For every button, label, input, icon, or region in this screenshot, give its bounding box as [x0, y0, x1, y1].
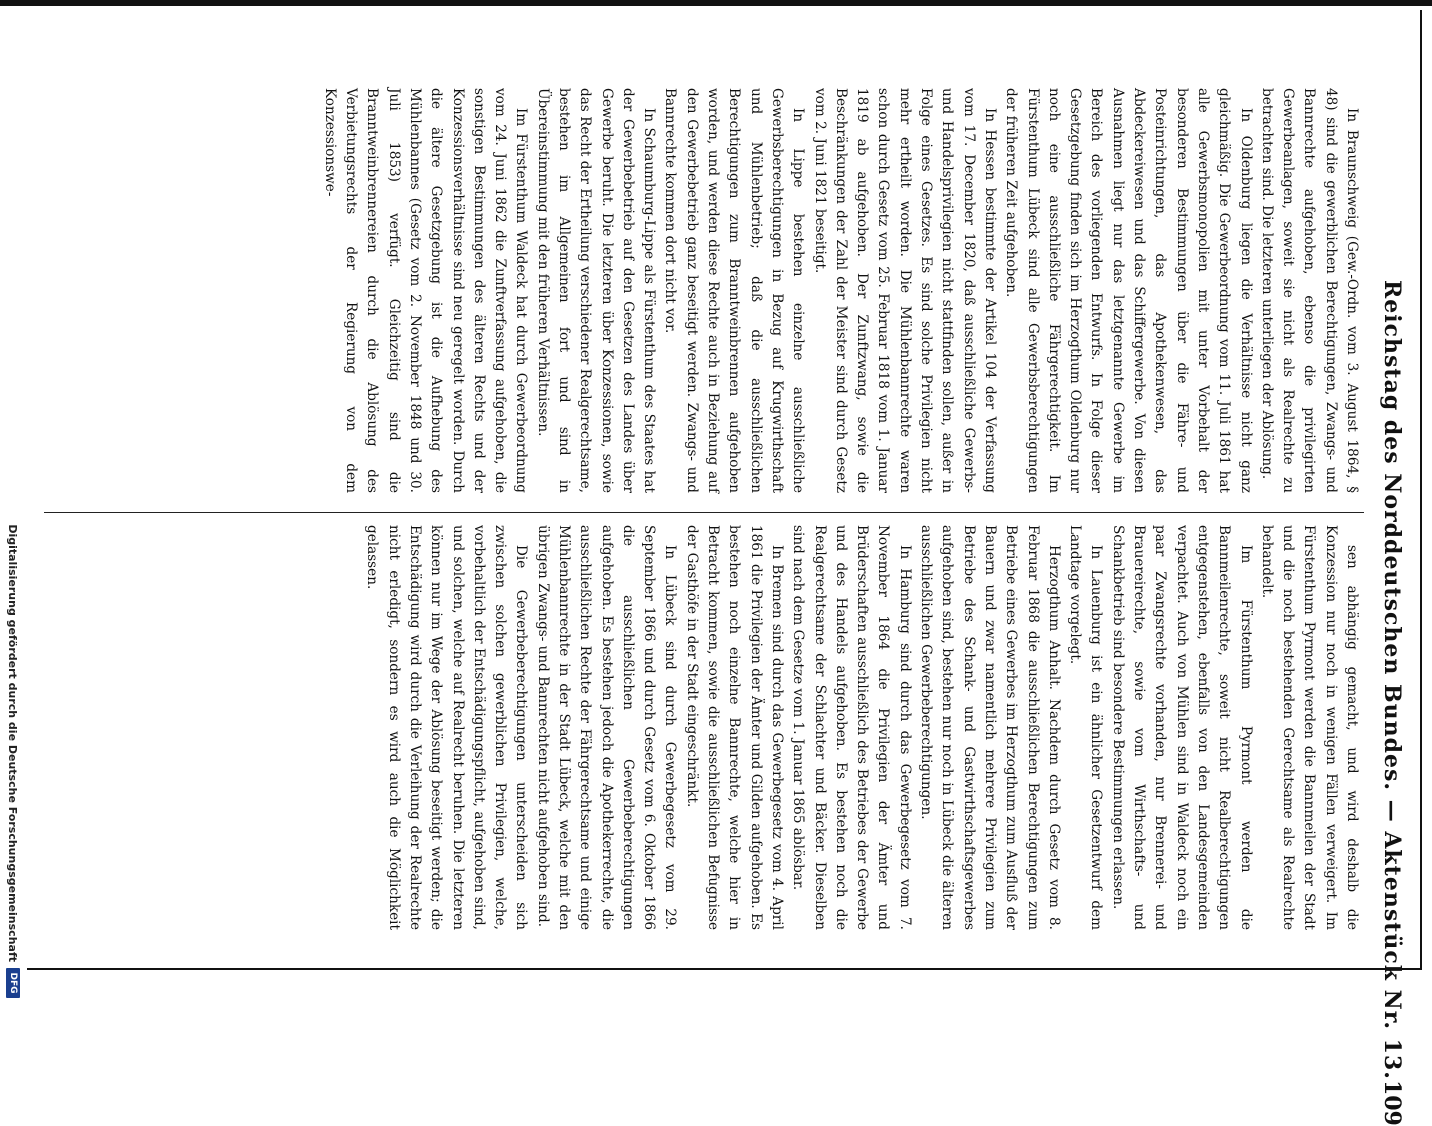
paragraph: In Hamburg sind durch das Gewerbegesetz vom 7. November 1864 die Privilegien der Ämter und Brüderschaften ausschließlich des Betriebes der Gewerbe und des Handels aufgehoben. Es bestehen noch die Realgerechtsame der Schlachter und Bäcker. Dieselben sind nach dem Gesetze vom 1. Januar 1865 ablösbar.	[790, 525, 913, 930]
paragraph: In Lippe bestehen einzelne ausschließliche Gewerbsberechtigungen in Bezug auf Krugwirthschaft und Mühlenbetrieb; daß die ausschließlichen Berechtigungen zum Branntweinbrennen aufgehoben worden, und werden diese Rechte auch in Beziehung auf den Gewerbebetrieb ganz beseitigt werden. Zwangs- und Bannrechte kommen dort nicht vor.	[662, 88, 807, 493]
paragraph: In Hessen bestimmte der Artikel 104 der Verfassung vom 17. December 1820, daß ausschließliche Gewerbs- und Handelsprivilegien nicht stattfinden sollen, außer in Folge eines Gesetzes. Es sind solche Privilegien nicht mehr ertheilt worden. Die Mühlenbannrechte waren schon durch Gesetz vom 25. Februar 1818 vom 1. Januar 1819 ab aufgehoben. Der Zunftzwang, sowie die Beschränkungen der Zahl der Meister sind durch Gesetz vom 2. Juni 1821 beseitigt.	[811, 88, 998, 493]
paragraph: Die Gewerbeberechtigungen unterscheiden sich zwischen solchen gewerblichen Privilegien, welche, vorbehaltlich der Entschädigungspflicht, aufgehoben sind, und solchen, welche auf Realrecht beruhen. Die letzteren können nur im Wege der Ablösung beseitigt werden; die Entschädigung wird durch die Verleihung der Realrechte nicht erledigt, sondern es wird auch die Möglichkeit gelassen.	[364, 525, 530, 930]
paragraph: In Braunschweig (Gew.-Ordn. vom 3. August 1864, § 48) sind die gewerblichen Berechtigungen, Zwangs- und Bannrechte aufgehoben, ebenso die privilegirten Gewerbeanlagen, soweit sie nicht als Realrechte zu betrachten sind. Die letzteren unterliegen der Ablösung.	[1258, 88, 1360, 493]
paragraph: In Oldenburg liegen die Verhältnisse nicht ganz gleichmäßig. Die Gewerbeordnung vom 11. Juli 1861 hat alle Gewerbsmonopolien mit unter Vorbehalt der besonderen Bestimmungen über die Fähre- und Posteinrichtungen, das Apothekenwesen, das Abdeckereiwesen und das Schiffergewerbe. Von diesen Ausnahmen liegt nur das letztgenannte Gewerbe im Bereich des vorliegenden Entwurfs. In Folge dieser Gesetzgebung finden sich im Herzogthum Oldenburg nur noch eine ausschließliche Fährgerechtigkeit. Im Fürstenthum Lübeck sind alle Gewerbsberechtigungen der früheren Zeit aufgehoben.	[1003, 88, 1254, 493]
paragraph: In Schaumburg-Lippe als Fürstenthum des Staates hat der Gewerbebetrieb auf den Gesetzen des Landes über Gewerbe beruht. Die letzteren über Konzessionen, sowie das Recht der Ertheilung verschiedener Realgerechtsame, bestehen im Allgemeinen fort und sind in Übereinstimmung mit den früheren Verhältnissen.	[534, 88, 658, 493]
paragraph: In Lübeck sind durch Gewerbegesetz vom 29. September 1866 und durch Gesetz vom 6. Oktober 1866 die ausschließlichen Gewerbeberechtigungen aufgehoben. Es bestehen jedoch die Apothekerrechte, die ausschließlichen Rechte der Fährgerechtsame und einige Mühlenbannrechte in der Stadt Lübeck, welche mit den übrigen Zwangs- und Bannrechten nicht aufgehoben sind.	[534, 525, 679, 930]
text-column-right	[62, 525, 1362, 930]
page-right-border	[1420, 10, 1422, 970]
page-header	[1372, 40, 1412, 1126]
paragraph: Herzogthum Anhalt. Nachdem durch Gesetz vom 8. Februar 1868 die ausschließlichen Berechtigungen zum Betriebe eines Gewerbes im Herzogthum zum Ausfluß der Bauern und zwar namentlich mehrere Privilegien zum Betriebe des Schank- und Gastwirthschaftsgewerbes aufgehoben sind, bestehen nur noch in Lübeck die älteren ausschließlichen Gewerbeberechtigungen.	[918, 525, 1062, 930]
page-edge-shadow	[0, 0, 1432, 6]
paragraph: Im Fürstenthum Waldeck hat durch Gewerbeordnung vom 24. Juni 1862 die Zunftverfassung aufgehoben, die sonstigen Bestimmungen des älteren Rechts und der Konzessionsverhältnisse sind neu geregelt worden. Durch die ältere Gesetzgebung ist die Aufhebung des Mühlenbannes (Gesetz vom 2. November 1848 und 30. Juli 1853) verfügt. Gleichzeitig sind die Branntweinbrennereien durch die Ablösung des Verbietungsrechts der Regierung von dem Konzessionswe-	[321, 88, 530, 493]
dfg-logo-icon: DFG	[6, 968, 20, 998]
column-divider	[44, 512, 1364, 513]
page-top-border	[27, 968, 1422, 970]
digitization-credit-text: Digitalisierung gefördert durch die Deutsche Forschungsgemeinschaft	[6, 524, 20, 962]
paragraph: In Bremen sind durch das Gewerbegesetz vom 4. April 1861 die Privilegien der Ämter und Gilden aufgehoben. Es bestehen noch einzelne Bannrechte, welche hier in Betracht kommen, sowie die ausschließlichen Befugnisse der Gasthöfe in der Stadt eingeschränkt.	[683, 525, 785, 930]
text-column-left	[62, 88, 1362, 493]
paragraph: Im Fürstenthum Pyrmont werden die Bannmeilenrechte, soweit nicht Realberechtigungen entgegenstehen, ebenfalls von den Landesgemeinden verpachtet. Auch von Mühlen sind in Waldeck noch ein paar Zwangsrechte vorhanden, nur Brennerei- und Brauereirechte, sowie vom Wirthschafts- und Schankbetrieb sind besondere Bestimmungen erlassen.	[1109, 525, 1254, 930]
digitization-credit	[2, 2, 24, 998]
paragraph: sen abhängig gemacht, und wird deshalb die Konzession nur noch in wenigen Fällen verweigert. Im Fürstenthum Pyrmont werden die Bannmeilen der Stadt und die noch bestehenden Gerechtsame als Realrechte behandelt.	[1258, 525, 1360, 930]
paragraph: In Lauenburg ist ein ähnlicher Gesetzentwurf dem Landtage vorgelegt.	[1067, 525, 1105, 930]
running-title: Reichstag des Norddeutschen Bundes. — Aktenstück Nr. 13.	[1379, 280, 1405, 1080]
page-number: 109	[1379, 1079, 1405, 1126]
